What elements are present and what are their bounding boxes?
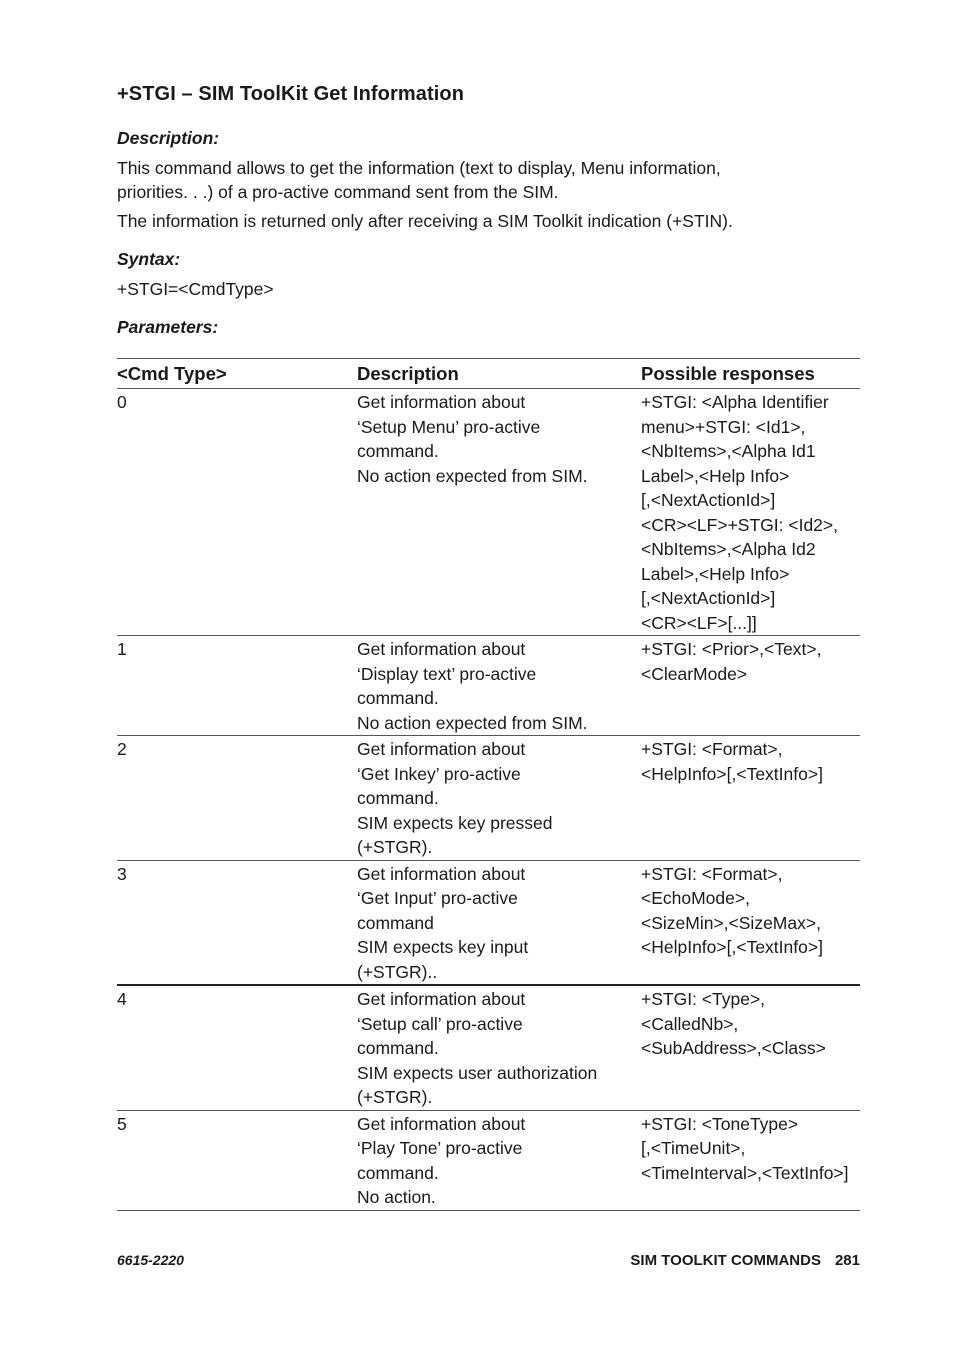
description-heading: Description: [117, 128, 220, 148]
response-line: <HelpInfo>[,<TextInfo>] [641, 937, 823, 957]
description-line: No action expected from SIM. [357, 465, 588, 486]
response-line: [,<TimeUnit>, [641, 1138, 746, 1158]
description-line: ‘Play Tone’ pro-active [357, 1138, 523, 1158]
description-line: ‘Display text’ pro-active [357, 663, 537, 684]
description-line: No action expected from SIM. [357, 712, 588, 733]
footer-doc-number: 6615-2220 [117, 1252, 184, 1268]
description-line: Get information about [357, 639, 526, 659]
response-line: <SizeMin>,<SizeMax>, [641, 912, 821, 933]
response-line: +STGI: <Type>, [641, 989, 766, 1009]
table-row [117, 736, 860, 861]
cell-possible-responses [641, 389, 860, 636]
cell-cmd-type: 4 [117, 985, 357, 1110]
response-line: <HelpInfo>[,<TextInfo>] [641, 763, 823, 784]
description-line: ‘Get Inkey’ pro-active [357, 763, 521, 784]
description-line: SIM expects key input [357, 937, 529, 957]
cell-possible-responses [641, 860, 860, 985]
table-row [117, 1110, 860, 1210]
cell-possible-responses [641, 736, 860, 861]
cell-description [357, 636, 641, 736]
response-line: [,<NextActionId>] [641, 588, 776, 608]
page-number: 281 [834, 1252, 860, 1269]
table-header-row [117, 359, 860, 389]
syntax-text: +STGI=<CmdType> [117, 279, 274, 299]
response-line: <NbItems>,<Alpha Id1 [641, 441, 816, 461]
description-line: Get information about [357, 739, 526, 759]
response-line: <NbItems>,<Alpha Id2 [641, 539, 816, 559]
page-title: +STGI – SIM ToolKit Get Information [117, 83, 465, 105]
description-line: command. [357, 1038, 439, 1058]
description-line: command. [357, 788, 439, 808]
response-line: menu>+STGI: <Id1>, [641, 416, 806, 437]
description-line: ‘Setup call’ pro-active [357, 1013, 523, 1034]
footer-section-title: SIM TOOLKIT COMMANDS [630, 1252, 821, 1269]
response-line: <SubAddress>,<Class> [641, 1038, 826, 1058]
description-line-2: priorities. . .) of a pro-active command sent from the SIM. [117, 182, 559, 202]
table-row [117, 389, 860, 636]
response-line: +STGI: <Format>, [641, 863, 783, 884]
column-header-cmd-type: <Cmd Type> [117, 359, 357, 389]
response-line: Label>,<Help Info> [641, 563, 790, 584]
cell-possible-responses [641, 985, 860, 1110]
description-line: command. [357, 441, 439, 461]
description-line: ‘Setup Menu’ pro-active [357, 416, 541, 437]
response-line: +STGI: <Alpha Identifier [641, 392, 829, 412]
cell-cmd-type: 0 [117, 389, 357, 636]
table-row [117, 860, 860, 985]
footer-section [630, 1252, 860, 1269]
table-body [117, 389, 860, 1211]
response-line: <TimeInterval>,<TextInfo>] [641, 1162, 849, 1183]
cell-cmd-type: 3 [117, 860, 357, 985]
response-line: <CR><LF>[...]] [641, 612, 757, 633]
parameters-heading: Parameters: [117, 317, 219, 337]
cell-description [357, 736, 641, 861]
description-line: Get information about [357, 392, 526, 412]
description-line: Get information about [357, 989, 526, 1009]
response-line: <EchoMode>, [641, 888, 750, 908]
cell-possible-responses [641, 1110, 860, 1210]
description-line: (+STGR). [357, 837, 433, 857]
description-line: Get information about [357, 863, 526, 884]
description-line: ‘Get Input’ pro-active [357, 888, 518, 908]
parameters-table [117, 358, 860, 1211]
cell-cmd-type: 2 [117, 736, 357, 861]
cell-description [357, 1110, 641, 1210]
response-line: [,<NextActionId>] [641, 490, 776, 510]
response-line: Label>,<Help Info> [641, 465, 790, 486]
description-line: (+STGR).. [357, 961, 438, 982]
cell-description [357, 860, 641, 985]
description-line: (+STGR). [357, 1087, 433, 1107]
syntax-heading: Syntax: [117, 249, 181, 269]
description-line: command [357, 912, 434, 933]
cell-possible-responses [641, 636, 860, 736]
response-line: <ClearMode> [641, 663, 748, 684]
response-line: +STGI: <ToneType> [641, 1113, 799, 1134]
cell-cmd-type: 5 [117, 1110, 357, 1210]
cell-description [357, 389, 641, 636]
description-line: command. [357, 688, 439, 708]
description-line: command. [357, 1162, 439, 1183]
response-line: +STGI: <Format>, [641, 739, 783, 759]
response-line: <CalledNb>, [641, 1013, 739, 1034]
description-line: SIM expects key pressed [357, 812, 553, 833]
response-line: <CR><LF>+STGI: <Id2>, [641, 514, 838, 535]
description-line: Get information about [357, 1113, 526, 1134]
description-line-1: This command allows to get the information (text to display, Menu information, [117, 158, 721, 178]
table-row [117, 985, 860, 1110]
column-header-possible-responses: Possible responses [641, 359, 860, 389]
response-line: +STGI: <Prior>,<Text>, [641, 639, 822, 659]
description-line: SIM expects user authorization [357, 1062, 598, 1083]
column-header-description: Description [357, 359, 641, 389]
description-line: No action. [357, 1187, 436, 1207]
description-line-3: The information is returned only after receiving a SIM Toolkit indication (+STIN). [117, 211, 733, 231]
cell-cmd-type: 1 [117, 636, 357, 736]
cell-description [357, 985, 641, 1110]
table-row [117, 636, 860, 736]
